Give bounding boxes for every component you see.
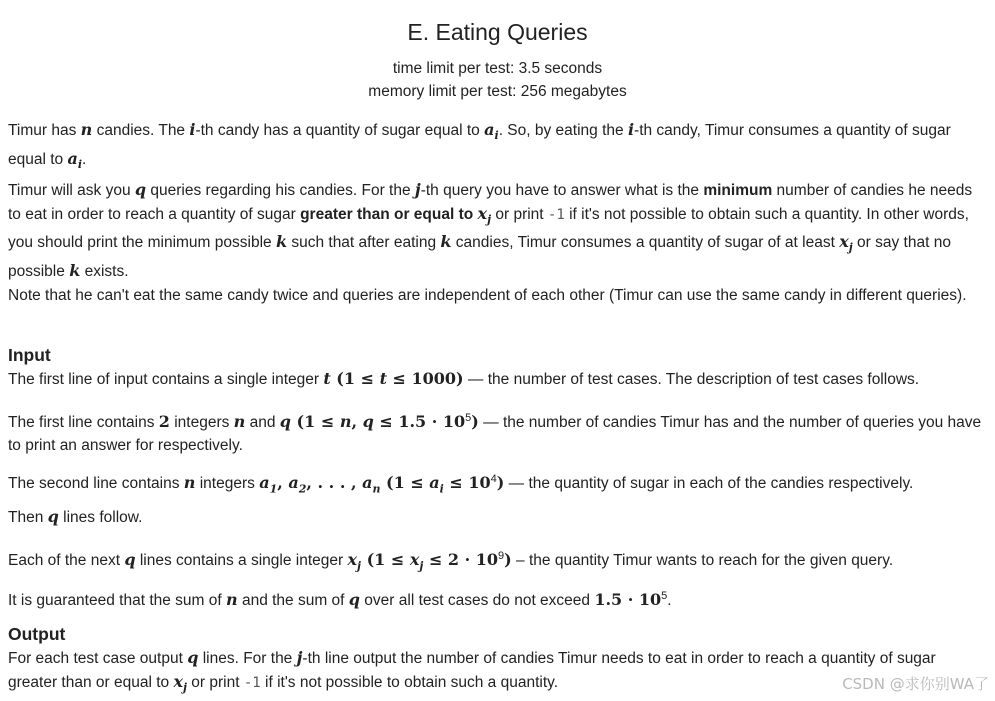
- problem-title: E. Eating Queries: [407, 19, 588, 45]
- statement-paragraph-3: Note that he can't eat the same candy twice and queries are independent of each other (Timur can use the same candy in different queries).: [8, 287, 967, 304]
- input-line-1: The first line of input contains a single integer t (1 ≤ t ≤ 1000) — the number of test cases. The description of test cases follows.: [8, 369, 920, 388]
- input-line-4: Then q lines follow.: [8, 507, 143, 526]
- input-line-2: The first line contains 2 integers n and q (1 ≤ n, $q \le 1.5 \cdot 10^5$) — the number of candies Timur has and the number of queries you have to print an answer for respectively.: [8, 412, 982, 454]
- input-line-6: It is guaranteed that the sum of n and the sum of q over all test cases do not exceed $1.5 \cdot 10^5$.: [8, 590, 672, 610]
- statement-paragraph-2: Timur will ask you q queries regarding his candies. For the j-th query you have to answer what is the minimum number of candies he needs to eat in order to reach a quantity of sugar greater than or equal to $x_j$ or print -1 if it's not possible to obtain such a quantity. In other words, you should print the minimum possible k such that after eating k candies, Timur consumes a quantity of sugar of at least $x_j$ or say that no possible k exists.: [8, 180, 973, 280]
- input-line-5: Each of the next q lines contains a single integer $x_j$ $(1 \le x_j \le 2 \cdot 10^9)$ – the quantity Timur wants to reach for the given query.: [8, 550, 894, 573]
- memory-limit: memory limit per test: 256 megabytes: [368, 83, 627, 100]
- output-section-title: Output: [8, 624, 66, 644]
- input-line-3: The second line contains n integers $a_1$, $a_2$, . . . , $a_n$ $(1 \le a_i \le 10^4)$ — the quantity of sugar in each of the candies respectively.: [8, 473, 914, 496]
- statement-paragraph-1: Timur has n candies. The i-th candy has a quantity of sugar equal to $a_i$. So, by eating the i-th candy, Timur consumes a quantity of sugar equal to $a_i$.: [8, 120, 951, 171]
- time-limit: time limit per test: 3.5 seconds: [392, 60, 603, 77]
- output-line-1: For each test case output q lines. For the j-th line output the number of candies Timur needs to eat in order to reach a quantity of sugar greater than or equal to $x_j$ or print -1 if it's not possible to obtain such a quantity.: [8, 648, 936, 694]
- input-section-title: Input: [8, 345, 51, 365]
- watermark: CSDN @求你别WA了: [842, 675, 989, 693]
